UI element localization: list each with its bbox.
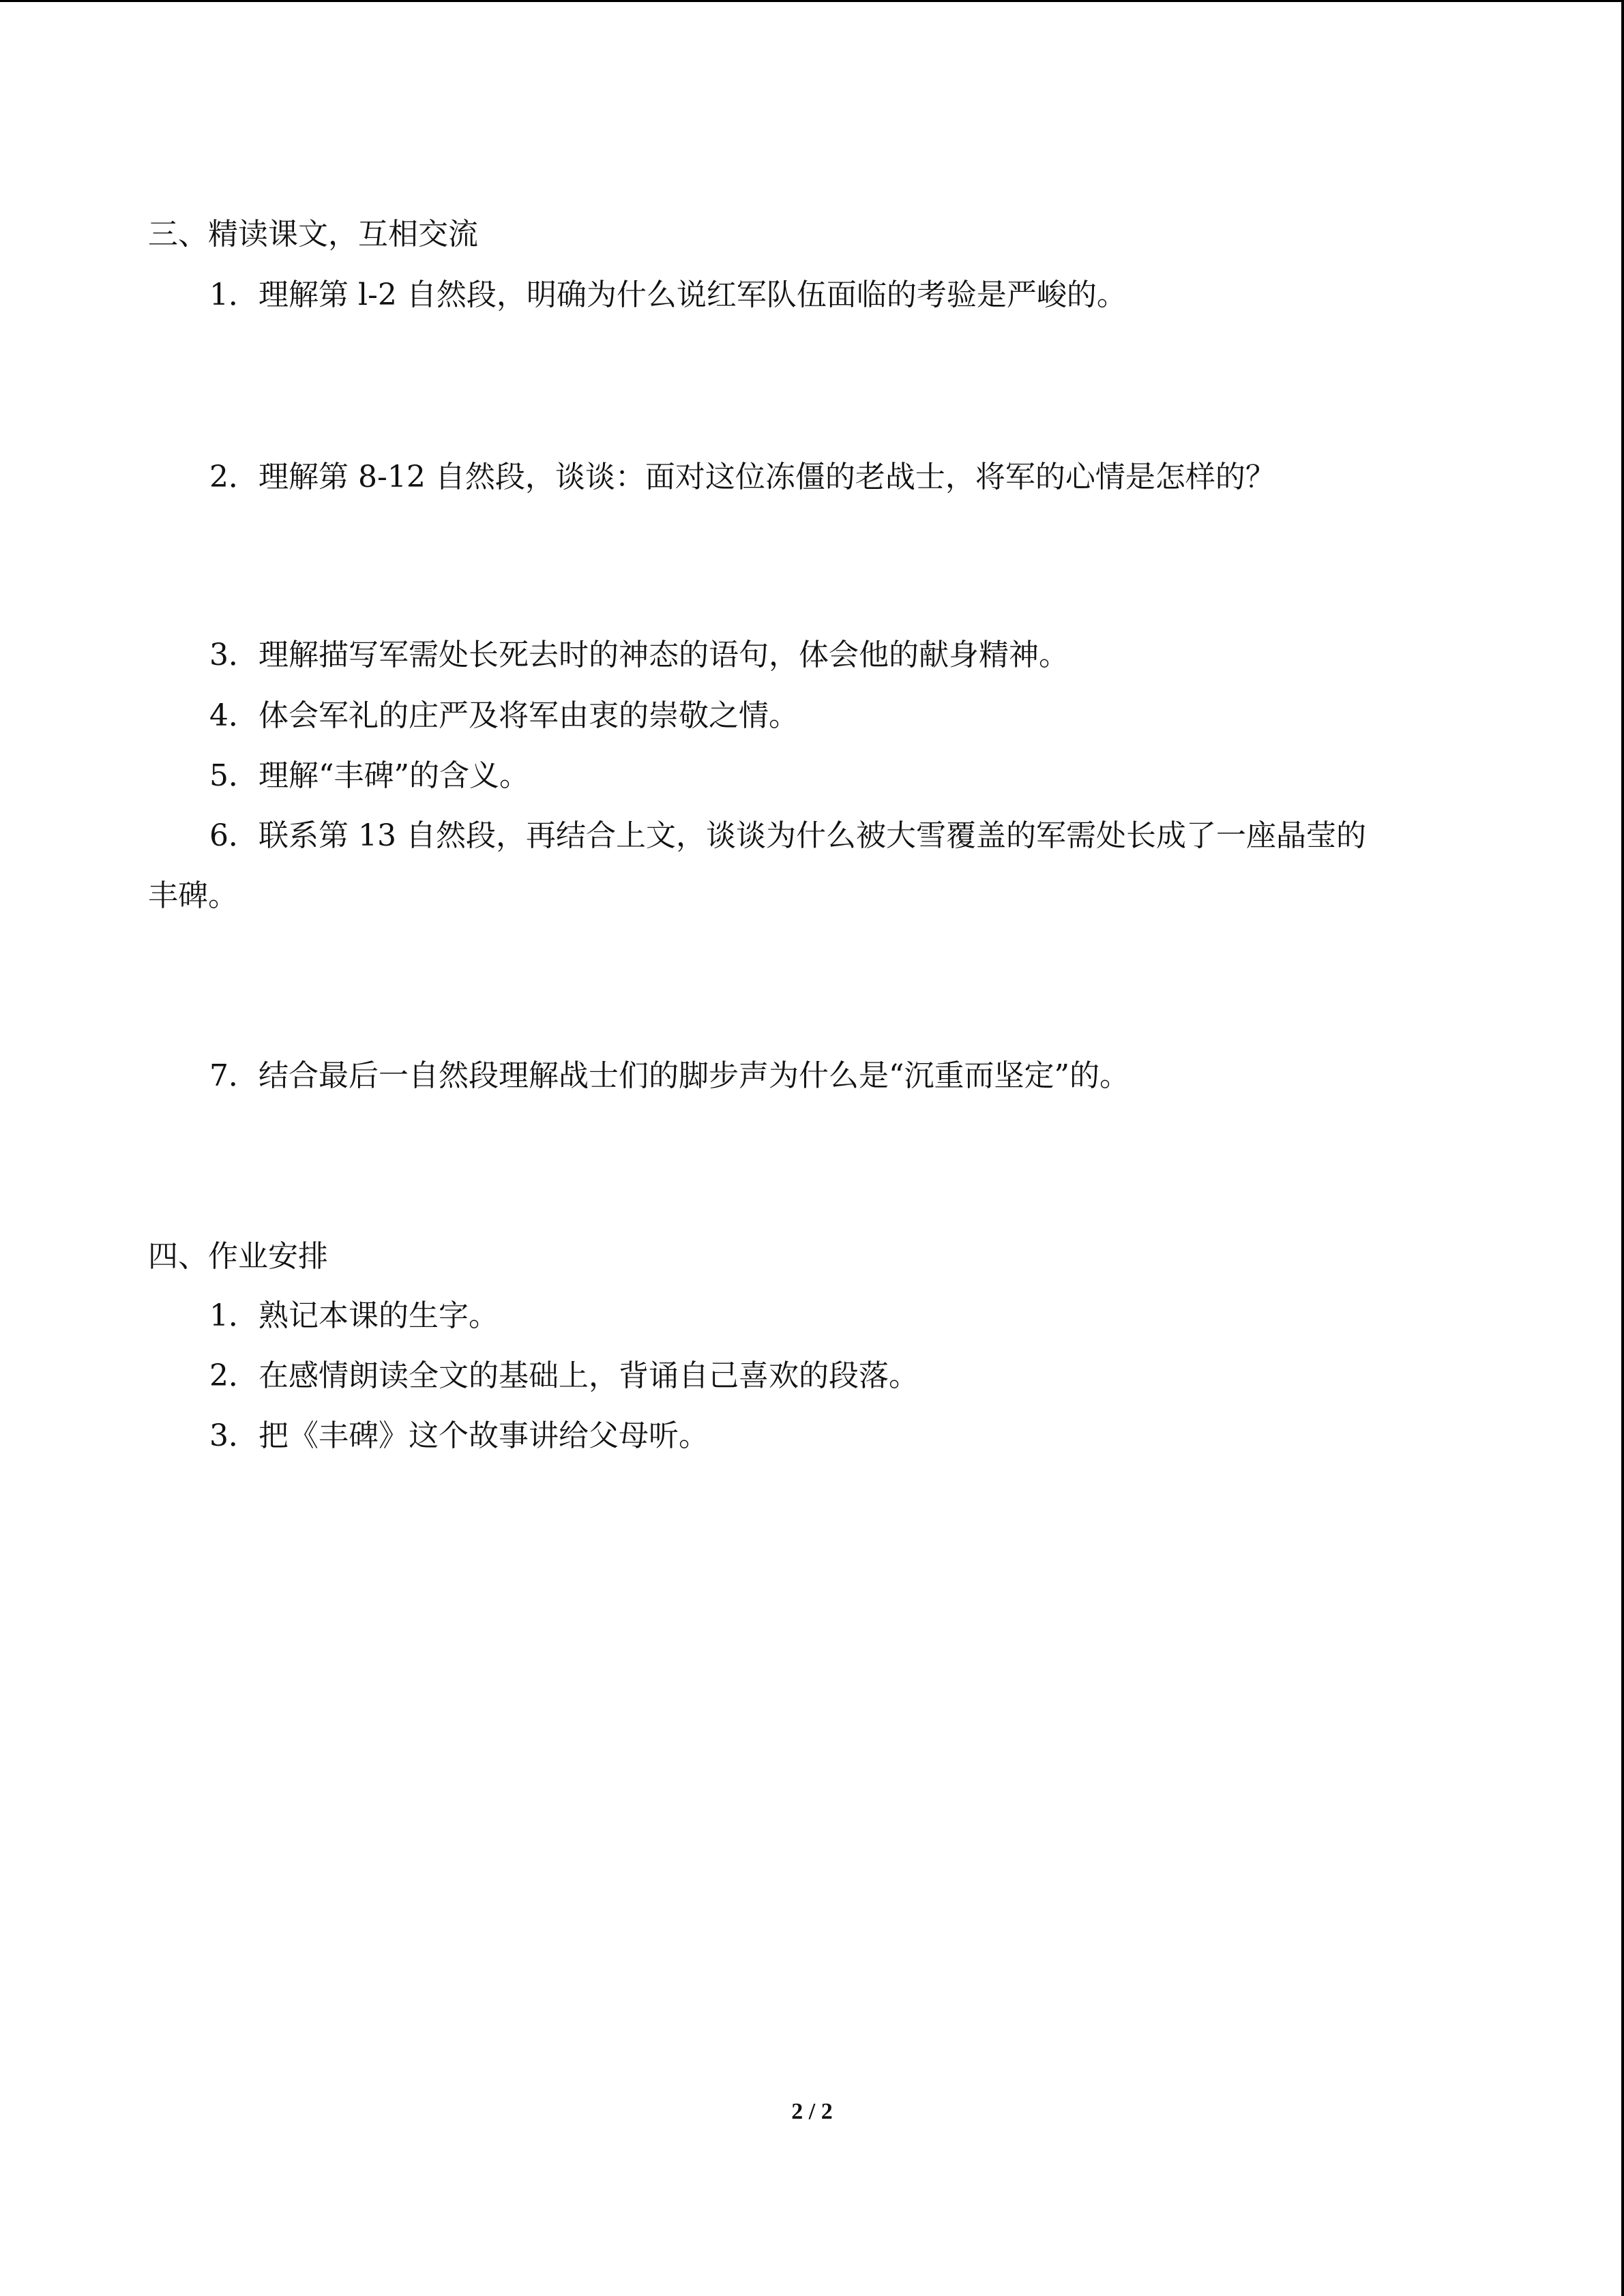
section-3-item-5: 5．理解“丰碑”的含义。: [209, 758, 529, 793]
section-3-item-3: 3．理解描写军需处长死去时的神态的语句，体会他的献身精神。: [209, 638, 1069, 672]
section-3-heading: 三、精读课文，互相交流: [148, 217, 478, 252]
section-3-item-1: 1．理解第 l-2 自然段，明确为什么说红军队伍面临的考验是严峻的。: [209, 278, 1127, 312]
section-3-item-6: 6．联系第 13 自然段，再结合上文，谈谈为什么被大雪覆盖的军需处长成了一座晶莹的: [209, 818, 1366, 853]
section-4-item-1: 1．熟记本课的生字。: [209, 1298, 499, 1333]
page-number: 2 / 2: [791, 2099, 833, 2124]
section-4-heading: 四、作业安排: [148, 1239, 328, 1274]
section-3-item-7: 7．结合最后一自然段理解战士们的脚步声为什么是“沉重而坚定”的。: [209, 1058, 1130, 1093]
top-border-line: [0, 0, 1624, 2]
section-3-item-4: 4．体会军礼的庄严及将军由衷的崇敬之情。: [209, 698, 799, 733]
section-4-item-3: 3．把《丰碑》这个故事讲给父母听。: [209, 1418, 709, 1453]
section-4-item-2: 2．在感情朗读全文的基础上，背诵自己喜欢的段落。: [209, 1358, 919, 1393]
section-3-item-2: 2．理解第 8-12 自然段，谈谈：面对这位冻僵的老战士，将军的心情是怎样的？: [209, 460, 1275, 494]
right-border-line: [1621, 0, 1624, 2296]
section-3-item-6-continuation: 丰碑。: [148, 878, 238, 913]
